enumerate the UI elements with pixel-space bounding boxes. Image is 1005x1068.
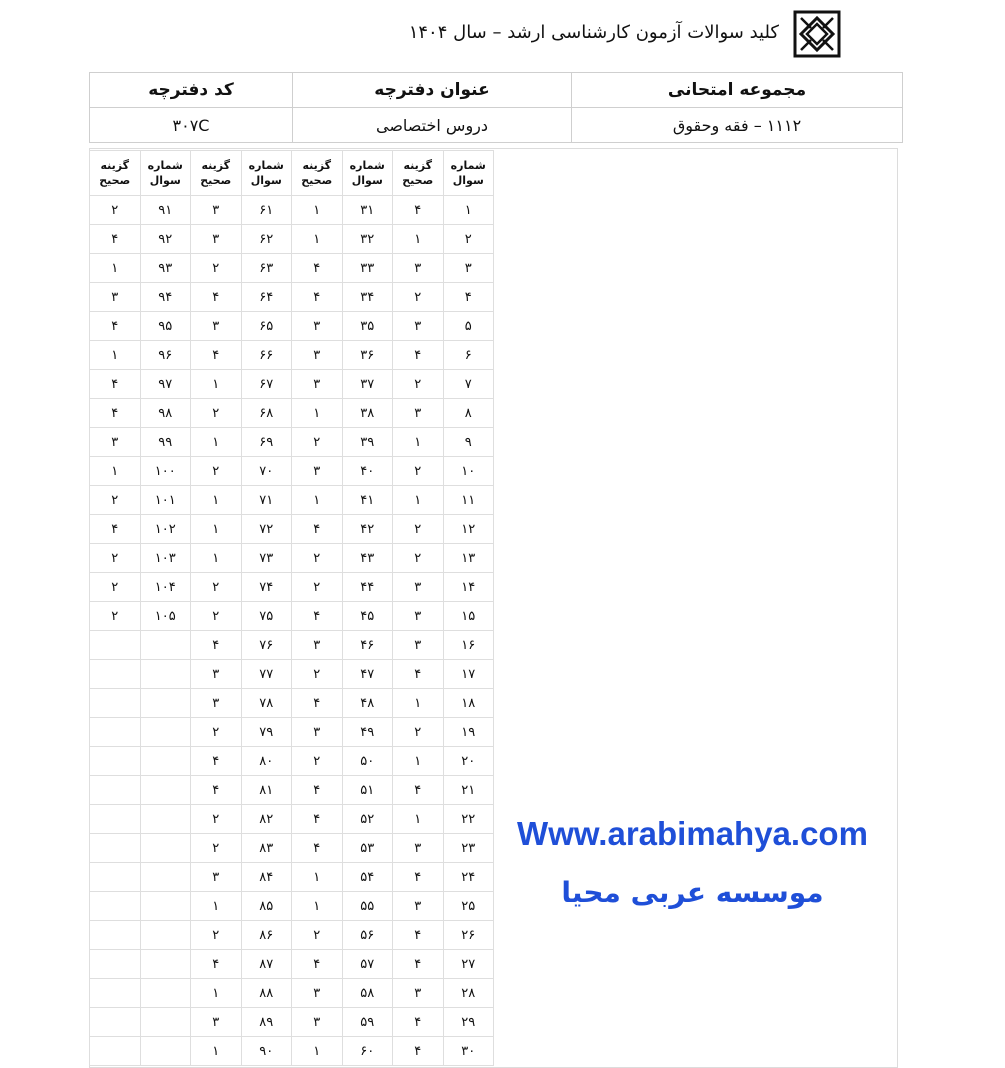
table-row (90, 370, 494, 399)
correct-option-cell: ۲ (191, 718, 242, 747)
table-row (90, 283, 494, 312)
question-number-cell: ۶۸ (241, 399, 292, 428)
question-number-cell (140, 892, 191, 921)
correct-option-cell: ۳ (393, 602, 444, 631)
question-number-cell: ۵۸ (342, 979, 393, 1008)
correct-option-cell: ۲ (393, 283, 444, 312)
table-row (90, 341, 494, 370)
question-number-cell: ۱۰۵ (140, 602, 191, 631)
correct-option-cell: ۱ (292, 486, 343, 515)
correct-option-cell: ۳ (393, 399, 444, 428)
correct-option-cell: ۳ (292, 457, 343, 486)
watermark-url: Www.arabimahya.com (517, 815, 868, 852)
table-row (90, 457, 494, 486)
question-number-cell: ۱۸ (443, 689, 494, 718)
table-row (90, 979, 494, 1008)
correct-option-cell: ۱ (292, 399, 343, 428)
question-number-cell (140, 921, 191, 950)
correct-option-cell: ۴ (292, 602, 343, 631)
correct-option-cell: ۲ (191, 834, 242, 863)
question-number-cell: ۹۱ (140, 196, 191, 225)
correct-option-cell: ۳ (393, 631, 444, 660)
booklet-title-value: دروس اختصاصی (293, 108, 572, 143)
correct-option-cell: ۳ (191, 660, 242, 689)
correct-option-cell: ۱ (191, 515, 242, 544)
correct-option-cell: ۳ (292, 979, 343, 1008)
correct-option-cell: ۴ (191, 747, 242, 776)
question-number-cell: ۱۰۰ (140, 457, 191, 486)
correct-option-cell: ۲ (191, 805, 242, 834)
question-number-cell (140, 689, 191, 718)
question-number-cell: ۲۹ (443, 1008, 494, 1037)
correct-option-cell: ۳ (292, 1008, 343, 1037)
correct-option-cell: ۴ (191, 950, 242, 979)
correct-option-cell: ۴ (292, 254, 343, 283)
question-number-cell: ۷۱ (241, 486, 292, 515)
question-number-cell: ۸۶ (241, 921, 292, 950)
question-number-cell: ۶۹ (241, 428, 292, 457)
correct-option-cell: ۲ (90, 602, 141, 631)
question-number-cell: ۳۹ (342, 428, 393, 457)
question-number-cell: ۴۵ (342, 602, 393, 631)
correct-option-cell: ۳ (292, 718, 343, 747)
question-number-cell: ۶۱ (241, 196, 292, 225)
correct-option-cell: ۴ (90, 225, 141, 254)
correct-option-cell (90, 718, 141, 747)
question-number-cell: ۷۲ (241, 515, 292, 544)
table-row (90, 196, 494, 225)
logo-icon (793, 10, 841, 58)
exam-set-value: ۱۱۱۲ – فقه وحقوق (572, 108, 903, 143)
correct-option-cell: ۱ (90, 254, 141, 283)
question-number-header: شماره سوال (140, 151, 191, 196)
question-number-cell: ۸۷ (241, 950, 292, 979)
correct-option-cell: ۴ (90, 312, 141, 341)
correct-option-cell: ۳ (393, 892, 444, 921)
question-number-cell: ۷۶ (241, 631, 292, 660)
correct-option-header: گزینه صحیح (292, 151, 343, 196)
question-number-cell: ۷۰ (241, 457, 292, 486)
question-number-cell (140, 805, 191, 834)
correct-option-cell: ۱ (191, 486, 242, 515)
question-number-cell: ۴۰ (342, 457, 393, 486)
question-number-cell (140, 747, 191, 776)
correct-option-cell: ۲ (393, 370, 444, 399)
question-number-cell: ۹ (443, 428, 494, 457)
question-number-cell: ۴۶ (342, 631, 393, 660)
booklet-info-table (89, 72, 903, 143)
correct-option-cell: ۱ (90, 457, 141, 486)
correct-option-cell: ۱ (191, 370, 242, 399)
question-number-cell: ۴۹ (342, 718, 393, 747)
question-number-cell: ۳۶ (342, 341, 393, 370)
question-number-cell (140, 863, 191, 892)
question-number-cell: ۴۸ (342, 689, 393, 718)
table-row (90, 747, 494, 776)
question-number-cell: ۶۵ (241, 312, 292, 341)
table-row (90, 515, 494, 544)
correct-option-cell: ۴ (191, 283, 242, 312)
question-number-cell: ۹۶ (140, 341, 191, 370)
question-number-cell: ۴۲ (342, 515, 393, 544)
correct-option-cell: ۳ (393, 834, 444, 863)
correct-option-cell: ۳ (191, 689, 242, 718)
question-number-cell: ۲۷ (443, 950, 494, 979)
question-number-cell: ۴ (443, 283, 494, 312)
question-number-cell: ۷ (443, 370, 494, 399)
correct-option-cell: ۲ (292, 921, 343, 950)
question-number-cell: ۹۸ (140, 399, 191, 428)
correct-option-cell: ۱ (393, 689, 444, 718)
question-number-cell: ۵۷ (342, 950, 393, 979)
question-number-cell: ۵۴ (342, 863, 393, 892)
question-number-cell: ۵۶ (342, 921, 393, 950)
question-number-header: شماره سوال (443, 151, 494, 196)
question-number-cell: ۶ (443, 341, 494, 370)
question-number-cell (140, 776, 191, 805)
correct-option-header: گزینه صحیح (90, 151, 141, 196)
correct-option-cell: ۳ (393, 573, 444, 602)
question-number-cell: ۵ (443, 312, 494, 341)
correct-option-cell (90, 979, 141, 1008)
correct-option-cell (90, 805, 141, 834)
question-number-cell: ۲۸ (443, 979, 494, 1008)
question-number-cell: ۳۸ (342, 399, 393, 428)
exam-set-header: مجموعه امتحانی (572, 73, 903, 108)
correct-option-cell: ۳ (393, 312, 444, 341)
correct-option-cell (90, 950, 141, 979)
correct-option-cell: ۲ (90, 486, 141, 515)
question-number-cell (140, 1037, 191, 1066)
question-number-cell: ۷۳ (241, 544, 292, 573)
question-number-cell: ۴۷ (342, 660, 393, 689)
correct-option-cell: ۳ (292, 370, 343, 399)
correct-option-cell: ۴ (393, 950, 444, 979)
question-number-cell: ۷۹ (241, 718, 292, 747)
booklet-code-value: ۳۰۷C (90, 108, 293, 143)
page-title: کلید سوالات آزمون کارشناسی ارشد – سال ۱۴۰۴ (408, 22, 779, 43)
question-number-cell: ۵۰ (342, 747, 393, 776)
table-row (90, 689, 494, 718)
question-number-cell: ۸ (443, 399, 494, 428)
question-number-cell: ۹۴ (140, 283, 191, 312)
correct-option-cell: ۲ (191, 254, 242, 283)
correct-option-cell: ۱ (393, 805, 444, 834)
question-number-cell: ۱۰۴ (140, 573, 191, 602)
correct-option-cell (90, 776, 141, 805)
question-number-cell: ۴۳ (342, 544, 393, 573)
question-number-cell (140, 718, 191, 747)
question-number-cell: ۹۰ (241, 1037, 292, 1066)
correct-option-cell (90, 921, 141, 950)
correct-option-cell: ۲ (292, 428, 343, 457)
question-number-cell: ۲۲ (443, 805, 494, 834)
correct-option-cell: ۴ (393, 660, 444, 689)
correct-option-cell: ۴ (393, 1008, 444, 1037)
question-number-cell: ۳۰ (443, 1037, 494, 1066)
correct-option-cell: ۲ (90, 544, 141, 573)
correct-option-cell (90, 834, 141, 863)
correct-option-cell: ۴ (292, 776, 343, 805)
question-number-cell (140, 1008, 191, 1037)
correct-option-cell: ۱ (393, 225, 444, 254)
question-number-cell: ۶۷ (241, 370, 292, 399)
question-number-cell (140, 660, 191, 689)
question-number-cell: ۸۹ (241, 1008, 292, 1037)
question-number-cell: ۱۰ (443, 457, 494, 486)
correct-option-cell: ۴ (292, 283, 343, 312)
info-value-row (90, 108, 903, 143)
question-number-cell: ۳۷ (342, 370, 393, 399)
correct-option-cell: ۲ (292, 544, 343, 573)
correct-option-cell: ۴ (393, 776, 444, 805)
correct-option-cell: ۴ (90, 399, 141, 428)
correct-option-cell: ۱ (292, 892, 343, 921)
correct-option-cell: ۱ (393, 486, 444, 515)
table-row (90, 660, 494, 689)
question-number-cell: ۵۹ (342, 1008, 393, 1037)
correct-option-cell (90, 892, 141, 921)
correct-option-cell: ۴ (393, 863, 444, 892)
correct-option-cell: ۴ (292, 515, 343, 544)
correct-option-cell: ۳ (191, 1008, 242, 1037)
question-number-cell: ۶۲ (241, 225, 292, 254)
question-number-cell: ۳۲ (342, 225, 393, 254)
info-header-row (90, 73, 903, 108)
table-row (90, 718, 494, 747)
question-number-cell: ۱۱ (443, 486, 494, 515)
table-row (90, 399, 494, 428)
booklet-code-header: کد دفترچه (90, 73, 293, 108)
question-number-cell: ۲۰ (443, 747, 494, 776)
correct-option-cell: ۴ (393, 1037, 444, 1066)
correct-option-cell: ۴ (191, 631, 242, 660)
correct-option-cell: ۴ (90, 370, 141, 399)
question-number-cell: ۳۳ (342, 254, 393, 283)
table-row (90, 486, 494, 515)
question-number-cell: ۷۸ (241, 689, 292, 718)
correct-option-cell: ۴ (292, 950, 343, 979)
correct-option-cell: ۲ (292, 747, 343, 776)
correct-option-cell: ۳ (191, 863, 242, 892)
correct-option-cell: ۳ (292, 341, 343, 370)
correct-option-cell: ۴ (191, 776, 242, 805)
correct-option-cell: ۴ (393, 921, 444, 950)
booklet-title-header: عنوان دفترچه (293, 73, 572, 108)
correct-option-cell: ۲ (191, 399, 242, 428)
correct-option-cell: ۲ (393, 515, 444, 544)
answer-key-header-row (90, 151, 494, 196)
correct-option-cell (90, 631, 141, 660)
table-row (90, 834, 494, 863)
question-number-cell: ۲۵ (443, 892, 494, 921)
correct-option-cell: ۱ (191, 979, 242, 1008)
question-number-cell (140, 979, 191, 1008)
answer-key-table (89, 150, 494, 1066)
question-number-cell: ۷۵ (241, 602, 292, 631)
question-number-cell: ۵۲ (342, 805, 393, 834)
question-number-cell: ۱ (443, 196, 494, 225)
table-row (90, 602, 494, 631)
question-number-header: شماره سوال (241, 151, 292, 196)
question-number-cell: ۴۴ (342, 573, 393, 602)
correct-option-cell (90, 863, 141, 892)
question-number-cell (140, 834, 191, 863)
correct-option-cell: ۲ (90, 196, 141, 225)
page-header (400, 8, 845, 64)
correct-option-cell: ۳ (90, 283, 141, 312)
correct-option-cell: ۱ (90, 341, 141, 370)
table-row (90, 950, 494, 979)
question-number-header: شماره سوال (342, 151, 393, 196)
correct-option-cell (90, 689, 141, 718)
question-number-cell: ۶۳ (241, 254, 292, 283)
question-number-cell (140, 631, 191, 660)
question-number-cell: ۹۹ (140, 428, 191, 457)
table-row (90, 573, 494, 602)
correct-option-cell: ۲ (191, 457, 242, 486)
table-row (90, 863, 494, 892)
table-row (90, 544, 494, 573)
correct-option-cell: ۱ (292, 225, 343, 254)
correct-option-cell: ۳ (191, 225, 242, 254)
question-number-cell: ۸۰ (241, 747, 292, 776)
question-number-cell: ۶۰ (342, 1037, 393, 1066)
correct-option-cell: ۳ (292, 631, 343, 660)
correct-option-cell (90, 1008, 141, 1037)
question-number-cell: ۸۴ (241, 863, 292, 892)
correct-option-cell: ۳ (393, 254, 444, 283)
table-row (90, 1037, 494, 1066)
correct-option-cell: ۱ (292, 863, 343, 892)
correct-option-cell: ۳ (191, 196, 242, 225)
correct-option-cell: ۲ (191, 573, 242, 602)
question-number-cell: ۸۸ (241, 979, 292, 1008)
question-number-cell: ۹۲ (140, 225, 191, 254)
table-row (90, 312, 494, 341)
correct-option-cell (90, 660, 141, 689)
correct-option-cell: ۱ (393, 747, 444, 776)
correct-option-cell: ۱ (191, 892, 242, 921)
correct-option-cell (90, 1037, 141, 1066)
correct-option-cell: ۲ (393, 544, 444, 573)
correct-option-cell: ۲ (90, 573, 141, 602)
table-row (90, 776, 494, 805)
correct-option-cell: ۴ (393, 341, 444, 370)
watermark-name: موسسه عربی محیا (561, 876, 824, 909)
question-number-cell: ۱۴ (443, 573, 494, 602)
question-number-cell: ۱۶ (443, 631, 494, 660)
table-row (90, 631, 494, 660)
table-row (90, 921, 494, 950)
correct-option-header: گزینه صحیح (191, 151, 242, 196)
question-number-cell (140, 950, 191, 979)
question-number-cell: ۱۰۳ (140, 544, 191, 573)
question-number-cell: ۴۱ (342, 486, 393, 515)
question-number-cell: ۲۱ (443, 776, 494, 805)
question-number-cell: ۳۵ (342, 312, 393, 341)
question-number-cell: ۳ (443, 254, 494, 283)
question-number-cell: ۹۷ (140, 370, 191, 399)
correct-option-cell: ۱ (292, 1037, 343, 1066)
correct-option-cell: ۴ (292, 834, 343, 863)
correct-option-cell: ۱ (393, 428, 444, 457)
correct-option-cell: ۱ (191, 1037, 242, 1066)
question-number-cell: ۸۱ (241, 776, 292, 805)
table-row (90, 892, 494, 921)
correct-option-cell: ۳ (393, 979, 444, 1008)
table-row (90, 225, 494, 254)
question-number-cell: ۵۵ (342, 892, 393, 921)
correct-option-cell: ۳ (90, 428, 141, 457)
correct-option-cell: ۲ (292, 660, 343, 689)
question-number-cell: ۱۰۲ (140, 515, 191, 544)
correct-option-cell: ۲ (191, 921, 242, 950)
correct-option-cell: ۱ (292, 196, 343, 225)
table-row (90, 428, 494, 457)
table-row (90, 805, 494, 834)
question-number-cell: ۶۶ (241, 341, 292, 370)
question-number-cell: ۶۴ (241, 283, 292, 312)
correct-option-cell: ۲ (393, 457, 444, 486)
question-number-cell: ۵۳ (342, 834, 393, 863)
question-number-cell: ۸۲ (241, 805, 292, 834)
question-number-cell: ۳۴ (342, 283, 393, 312)
question-number-cell: ۲۶ (443, 921, 494, 950)
question-number-cell: ۲۴ (443, 863, 494, 892)
table-row (90, 254, 494, 283)
correct-option-cell: ۴ (292, 689, 343, 718)
correct-option-cell: ۴ (292, 805, 343, 834)
question-number-cell: ۳۱ (342, 196, 393, 225)
question-number-cell: ۵۱ (342, 776, 393, 805)
question-number-cell: ۱۹ (443, 718, 494, 747)
question-number-cell: ۷۴ (241, 573, 292, 602)
question-number-cell: ۱۰۱ (140, 486, 191, 515)
question-number-cell: ۸۵ (241, 892, 292, 921)
correct-option-cell: ۴ (191, 341, 242, 370)
correct-option-cell: ۲ (191, 602, 242, 631)
question-number-cell: ۹۵ (140, 312, 191, 341)
correct-option-cell: ۴ (393, 196, 444, 225)
correct-option-cell: ۳ (292, 312, 343, 341)
question-number-cell: ۹۳ (140, 254, 191, 283)
correct-option-cell: ۴ (90, 515, 141, 544)
question-number-cell: ۲ (443, 225, 494, 254)
question-number-cell: ۲۳ (443, 834, 494, 863)
question-number-cell: ۱۳ (443, 544, 494, 573)
question-number-cell: ۸۳ (241, 834, 292, 863)
table-row (90, 1008, 494, 1037)
correct-option-cell: ۲ (292, 573, 343, 602)
correct-option-cell (90, 747, 141, 776)
correct-option-cell: ۱ (191, 428, 242, 457)
correct-option-header: گزینه صحیح (393, 151, 444, 196)
question-number-cell: ۱۵ (443, 602, 494, 631)
question-number-cell: ۱۷ (443, 660, 494, 689)
correct-option-cell: ۱ (191, 544, 242, 573)
correct-option-cell: ۲ (393, 718, 444, 747)
question-number-cell: ۷۷ (241, 660, 292, 689)
correct-option-cell: ۳ (191, 312, 242, 341)
question-number-cell: ۱۲ (443, 515, 494, 544)
